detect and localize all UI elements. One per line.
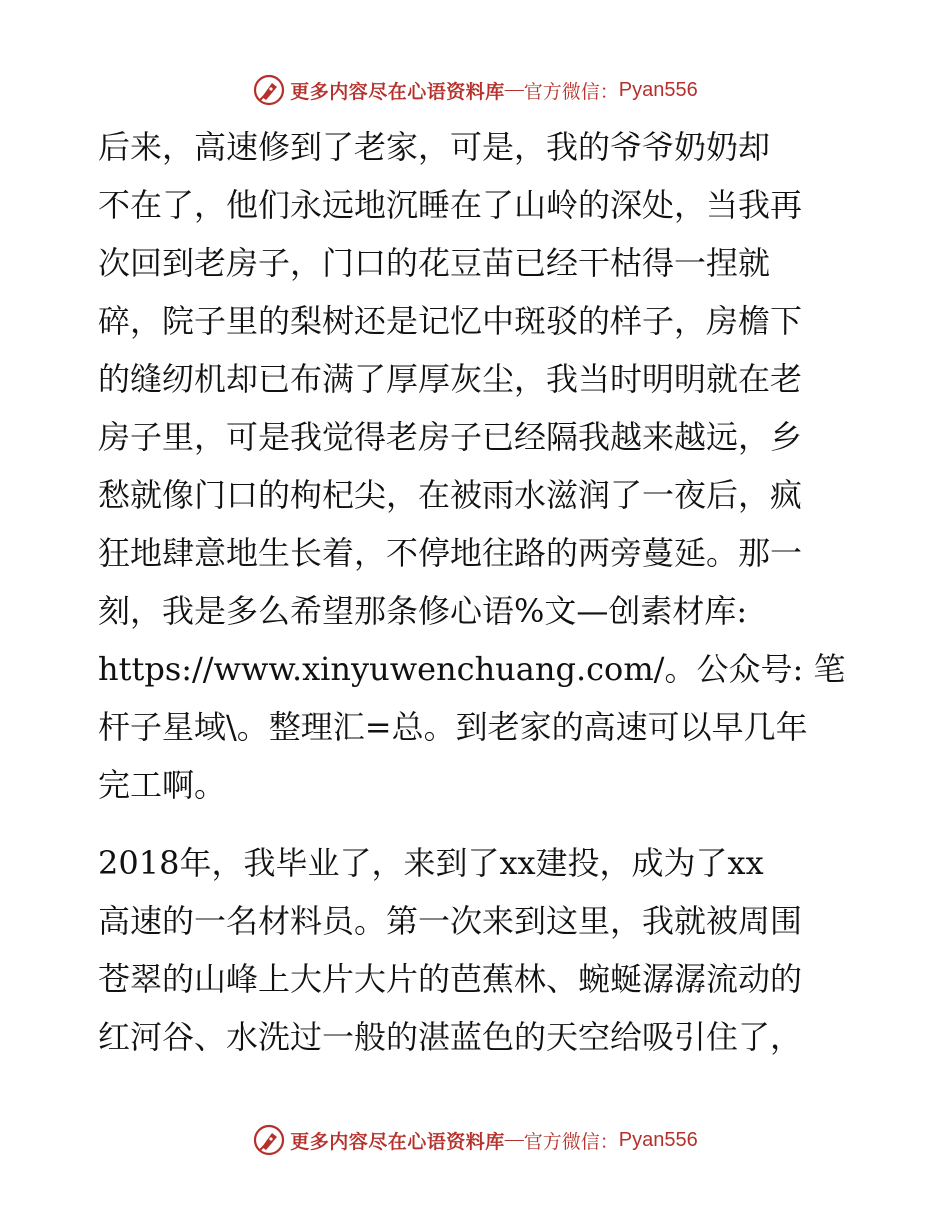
footer-watermark-banner [0, 1120, 950, 1160]
banner-dash: — [504, 1129, 524, 1150]
header-watermark-banner [0, 70, 950, 110]
banner-dash: — [504, 79, 524, 100]
text-line: 碎，院子里的梨树还是记忆中斑驳的样子，房檐下 [98, 302, 803, 340]
banner-wechat-id: Pyan556 [618, 1128, 698, 1151]
text-line: 后来，高速修到了老家，可是，我的爷爷奶奶却 [98, 128, 771, 166]
banner-title: 更多内容尽在心语资料库 [290, 1130, 505, 1153]
text-line: 完工啊。 [98, 766, 227, 804]
text-line: https://www.xinyuwenchuang.com/。公众号: 笔 [98, 650, 846, 688]
banner-title: 更多内容尽在心语资料库 [290, 80, 505, 103]
text-line: 刻，我是多么希望那条修心语%文—创素材库: [98, 592, 748, 630]
paragraph-1 [98, 118, 858, 814]
banner-wechat-id: Pyan556 [618, 78, 698, 101]
text-line: 房子里，可是我觉得老房子已经隔我越来越远，乡 [98, 418, 803, 456]
text-line: 不在了，他们永远地沉睡在了山岭的深处，当我再 [98, 186, 803, 224]
text-line: 高速的一名材料员。第一次来到这里，我就被周围 [98, 902, 803, 940]
paragraph-gap [98, 814, 858, 834]
pen-nib-logo-icon [252, 1123, 286, 1157]
banner-official-label: 官方微信： [523, 1130, 619, 1153]
text-line: 红河谷、水洗过一般的湛蓝色的天空给吸引住了， [98, 1018, 803, 1056]
text-line: 狂地肆意地生长着，不停地往路的两旁蔓延。那一 [98, 534, 803, 572]
document-body [98, 118, 858, 1066]
text-line: 杆子星域\。整理汇=总。到老家的高速可以早几年 [98, 708, 808, 746]
text-line: 的缝纫机却已布满了厚厚灰尘，我当时明明就在老 [98, 360, 803, 398]
pen-nib-logo-icon [252, 73, 286, 107]
banner-official-label: 官方微信： [523, 80, 619, 103]
text-line: 2018年，我毕业了，来到了xx建投，成为了xx [98, 844, 764, 882]
text-line: 次回到老房子，门口的花豆苗已经干枯得一捏就 [98, 244, 771, 282]
paragraph-2 [98, 834, 858, 1066]
text-line: 愁就像门口的枸杞尖，在被雨水滋润了一夜后，疯 [98, 476, 803, 514]
text-line: 苍翠的山峰上大片大片的芭蕉林、蜿蜒潺潺流动的 [98, 960, 803, 998]
